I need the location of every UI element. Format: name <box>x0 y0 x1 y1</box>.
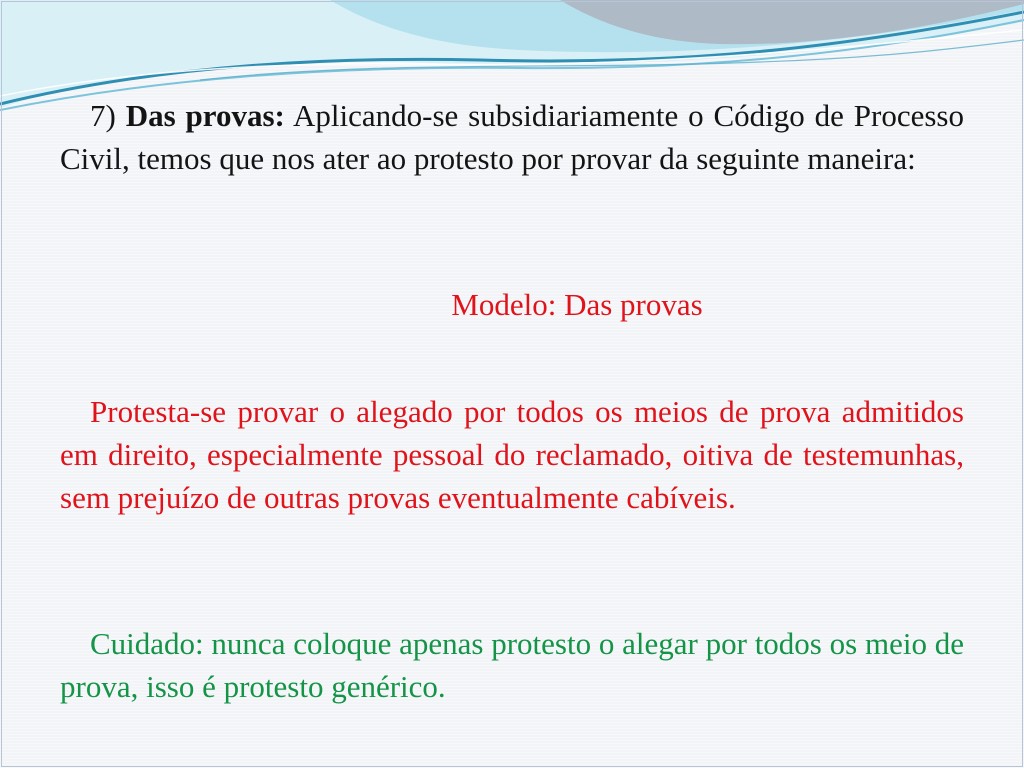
paragraph-protesta: Protesta-se provar o alegado por todos os meios de prova admitidos em direito, especialmente pessoal do reclamado, oitiva de testemunhas, sem prejuízo de outras provas eventualmente cabíveis. <box>60 394 964 515</box>
model-title: Modelo: Das provas <box>451 287 703 322</box>
paragraph-heading: Das provas: <box>125 98 285 133</box>
paragraph-number: 7) <box>90 98 126 133</box>
paragraph-cuidado: Cuidado: nunca coloque apenas protesto o alegar por todos os meio de prova, isso é protesto genérico. <box>60 626 964 704</box>
paragraph-body: Aplicando-se subsidiariamente o Código de Processo Civil, temos que nos ater ao protesto por provar da seguinte maneira: <box>60 98 964 176</box>
paragraph-das-provas <box>60 94 964 180</box>
